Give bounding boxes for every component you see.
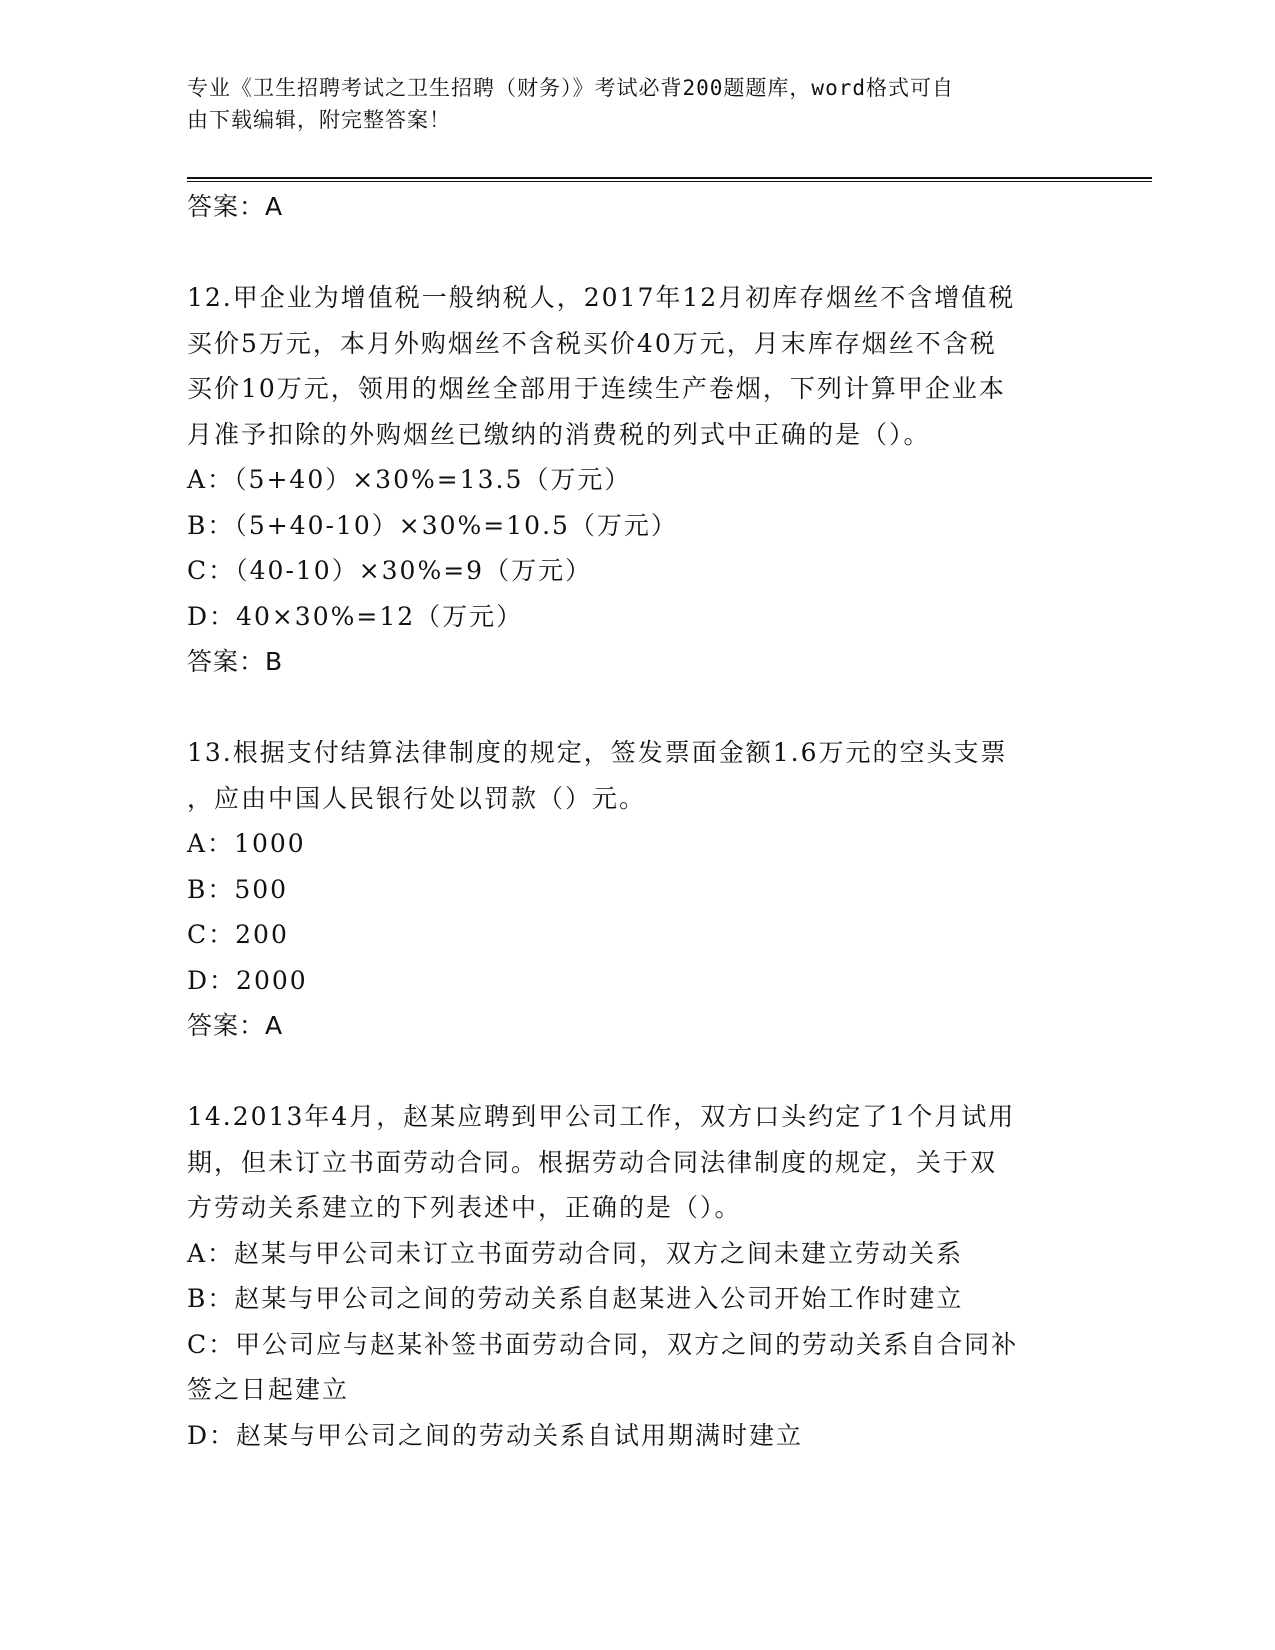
answer-option: C：（40-10）×30%=9（万元） xyxy=(187,556,593,585)
header-line: 专业《卫生招聘考试之卫生招聘（财务）》考试必背200题题库，word格式可自 xyxy=(187,76,954,100)
answer-line: 答案：A xyxy=(187,192,284,221)
answer-option: C：甲公司应与赵某补签书面劳动合同，双方之间的劳动关系自合同补 xyxy=(187,1329,1019,1359)
answer-option: B：（5+40-10）×30%=10.5（万元） xyxy=(187,510,678,540)
header-divider xyxy=(187,177,1152,179)
answer-option: 签之日起建立 xyxy=(187,1375,350,1404)
answer-option: D：40×30%=12（万元） xyxy=(187,601,524,631)
question-block xyxy=(187,730,1087,1094)
document-header xyxy=(187,72,1067,136)
header-divider xyxy=(187,181,1152,182)
question-stem-line: 14.2013年4月，赵某应聘到甲公司工作，双方口头约定了1个月试用 xyxy=(187,1102,1016,1131)
answer-option: A：（5+40）×30%=13.5（万元） xyxy=(187,465,632,494)
question-block xyxy=(187,1094,1087,1458)
answer-option: A：1000 xyxy=(187,829,306,858)
question-stem-line: 买价10万元，领用的烟丝全部用于连续生产卷烟，下列计算甲企业本 xyxy=(187,374,1006,403)
question-stem-line: 期，但未订立书面劳动合同。根据劳动合同法律制度的规定，关于双 xyxy=(187,1147,998,1177)
question-stem-line: ，应由中国人民银行处以罚款（）元。 xyxy=(187,783,647,813)
answer-line: 答案：A xyxy=(187,1011,284,1040)
answer-option: B：赵某与甲公司之间的劳动关系自赵某进入公司开始工作时建立 xyxy=(187,1284,964,1313)
header-line: 由下载编辑，附完整答案！ xyxy=(187,108,451,132)
answer-option: D：赵某与甲公司之间的劳动关系自试用期满时建立 xyxy=(187,1420,804,1450)
question-stem-line: 12.甲企业为增值税一般纳税人，2017年12月初库存烟丝不含增值税 xyxy=(187,283,1016,312)
question-stem-line: 买价5万元，本月外购烟丝不含税买价40万元，月末库存烟丝不含税 xyxy=(187,328,997,358)
answer-option: A：赵某与甲公司未订立书面劳动合同，双方之间未建立劳动关系 xyxy=(187,1238,964,1268)
question-block xyxy=(187,275,1087,730)
answer-option: C：200 xyxy=(187,920,289,949)
answer-option: D：2000 xyxy=(187,965,308,995)
question-stem-line: 13.根据支付结算法律制度的规定，签发票面金额1.6万元的空头支票 xyxy=(187,738,1008,767)
answer-line: 答案：B xyxy=(187,647,284,676)
question-stem-line: 月准予扣除的外购烟丝已缴纳的消费税的列式中正确的是（）。 xyxy=(187,419,931,449)
answer-option: B：500 xyxy=(187,874,289,904)
question-stem-line: 方劳动关系建立的下列表述中，正确的是（）。 xyxy=(187,1193,742,1222)
question-list xyxy=(187,184,1087,1458)
